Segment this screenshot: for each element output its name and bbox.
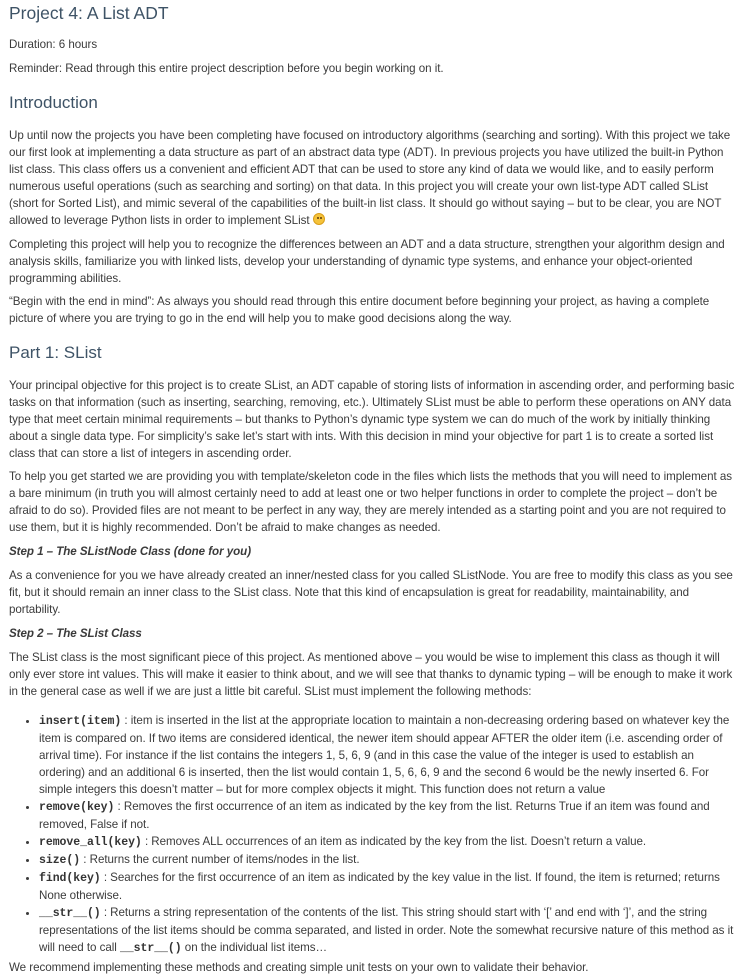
method-name: remove_all(key) [39, 836, 142, 849]
page-title: Project 4: A List ADT [9, 3, 169, 23]
method-name: size() [39, 854, 81, 867]
list-item [39, 904, 737, 957]
step2-paragraph: The SList class is the most significant piece of this project. As mentioned above – you would be wise to implement this class as though it will only ever store int values. This will make it easier to think about, and we will see that thanks to dynamic typing – will be enough to make it work in the general case as well if we are just a little bit careful. SList must implement the following methods: [9, 651, 733, 698]
step1-paragraph: As a convenience for you we have already created an inner/nested class for you called SListNode. You are free to modify this class as you see fit, but it should remain an inner class to the SList class. Note that this kind of encapsulation is great for readability, maintainability, and portability. [9, 569, 733, 616]
list-item [39, 798, 737, 833]
smirk-face-icon [313, 213, 325, 225]
introduction-heading: Introduction [9, 93, 98, 112]
list-item [39, 869, 737, 904]
intro-paragraph-3: “Begin with the end in mind”: As always you should read through this entire document before beginning your project, as having a complete picture of where you are trying to go in the end will help you to make good decisions along the way. [9, 295, 710, 325]
method-description: : item is inserted in the list at the appropriate location to maintain a non-decreasing ordering based on whatever key the item is compared on. If two items are considered identical, the newer item should appear AFTER the older item (i.e. ascending order of arrival time). For instance if the list contains the integers 1, 5, 6, 9 (and in this case the value of the integer is used to establish an ordering) and an additional 6 is inserted, then the list would contain 1, 5, 6, 6, 9 and the second 6 would be the newly inserted 6. For simple integers this doesn’t matter – but for more complex objects it might. This function does not return a value [39, 714, 730, 796]
method-name: remove(key) [39, 801, 115, 814]
method-name: insert(item) [39, 715, 122, 728]
methods-list [9, 712, 737, 957]
method-description: : Returns a string representation of the contents of the list. This string should start with ‘[’ and end with ‘]’, and the string representations of the list items should be comma separated, and listed in order. Note the somewhat recursive nature of this method as it will need to call [39, 906, 734, 954]
intro-paragraph-2: Completing this project will help you to recognize the differences between an ADT and a data structure, strengthen your algorithm design and analysis skills, familiarize you with linked lists, develop your understanding of dynamic type systems, and enhance your object-oriented programming abilities. [9, 238, 725, 285]
method-name: find(key) [39, 872, 101, 885]
step1-heading: Step 1 – The SListNode Class (done for you) [9, 545, 251, 558]
duration-text: Duration: 6 hours [9, 38, 98, 51]
reminder-text: Reminder: Read through this entire project description before you begin working on it. [9, 62, 444, 75]
list-item [39, 851, 737, 869]
part1-paragraph-2: To help you get started we are providing you with template/skeleton code in the files which lists the methods that you will need to implement as a bare minimum (in truth you will almost certainly need to add at least one or two helper functions in order to complete the project – don’t be afraid to do so). Provided files are not meant to be perfect in any way, they are merely intended as a starting point and you are not required to use them, but it is highly recommended. Don’t be afraid to make changes as needed. [9, 470, 732, 534]
method-description: : Returns the current number of items/nodes in the list. [80, 853, 360, 866]
part1-heading: Part 1: SList [9, 343, 102, 362]
method-name: __str__() [39, 907, 101, 920]
step2-heading: Step 2 – The SList Class [9, 627, 142, 640]
part1-paragraph-1: Your principal objective for this project is to create SList, an ADT capable of storing lists of information in ascending order, and performing basic tasks on that information (such as inserting, searching, removing, etc.). Ultimately SList must be able to perform these operations on ANY data type that meet certain minimal requirements – but thanks to Python’s dynamic type system we can do much of the work by initially thinking about a single data type. For simplicity’s sake let’s start with ints. With this decision in mind your objective for part 1 is to create a sorted list class that can store a list of integers in ascending order. [9, 379, 735, 460]
list-item [39, 712, 737, 798]
list-item [39, 833, 737, 851]
method-description-end: on the individual list items… [181, 941, 328, 954]
method-description: : Removes the first occurrence of an item as indicated by the key from the list. Returns True if an item was found and removed, False if not. [39, 800, 710, 831]
intro-paragraph-1-text: Up until now the projects you have been completing have focused on introductory algorithms (searching and sorting). With this project we take our first look at implementing a data structure as part of an abstract data type (ADT). In previous projects you have utilized the built-in Python list class. This class offers us a convenient and efficient ADT that can be used to store any kind of data we would like, and to easily perform numerous useful operations (such as searching and sorting) on that data. In this project you will create your own list-type ADT called SList (short for Sorted List), and mimic several of the capabilities of the built-in list class. It should go without saying – but to be clear, you are NOT allowed to leverage Python lists in order to implement SList [9, 129, 731, 227]
method-description: : Searches for the first occurrence of an item as indicated by the key value in the list. If found, the item is returned; returns None otherwise. [39, 871, 720, 902]
intro-paragraph-1 [9, 127, 737, 229]
method-name-inline: __str__() [119, 942, 182, 955]
closing-paragraph: We recommend implementing these methods and creating simple unit tests on your own to validate their behavior. [9, 961, 589, 974]
method-description: : Removes ALL occurrences of an item as indicated by the key from the list. Doesn’t return a value. [141, 835, 647, 848]
